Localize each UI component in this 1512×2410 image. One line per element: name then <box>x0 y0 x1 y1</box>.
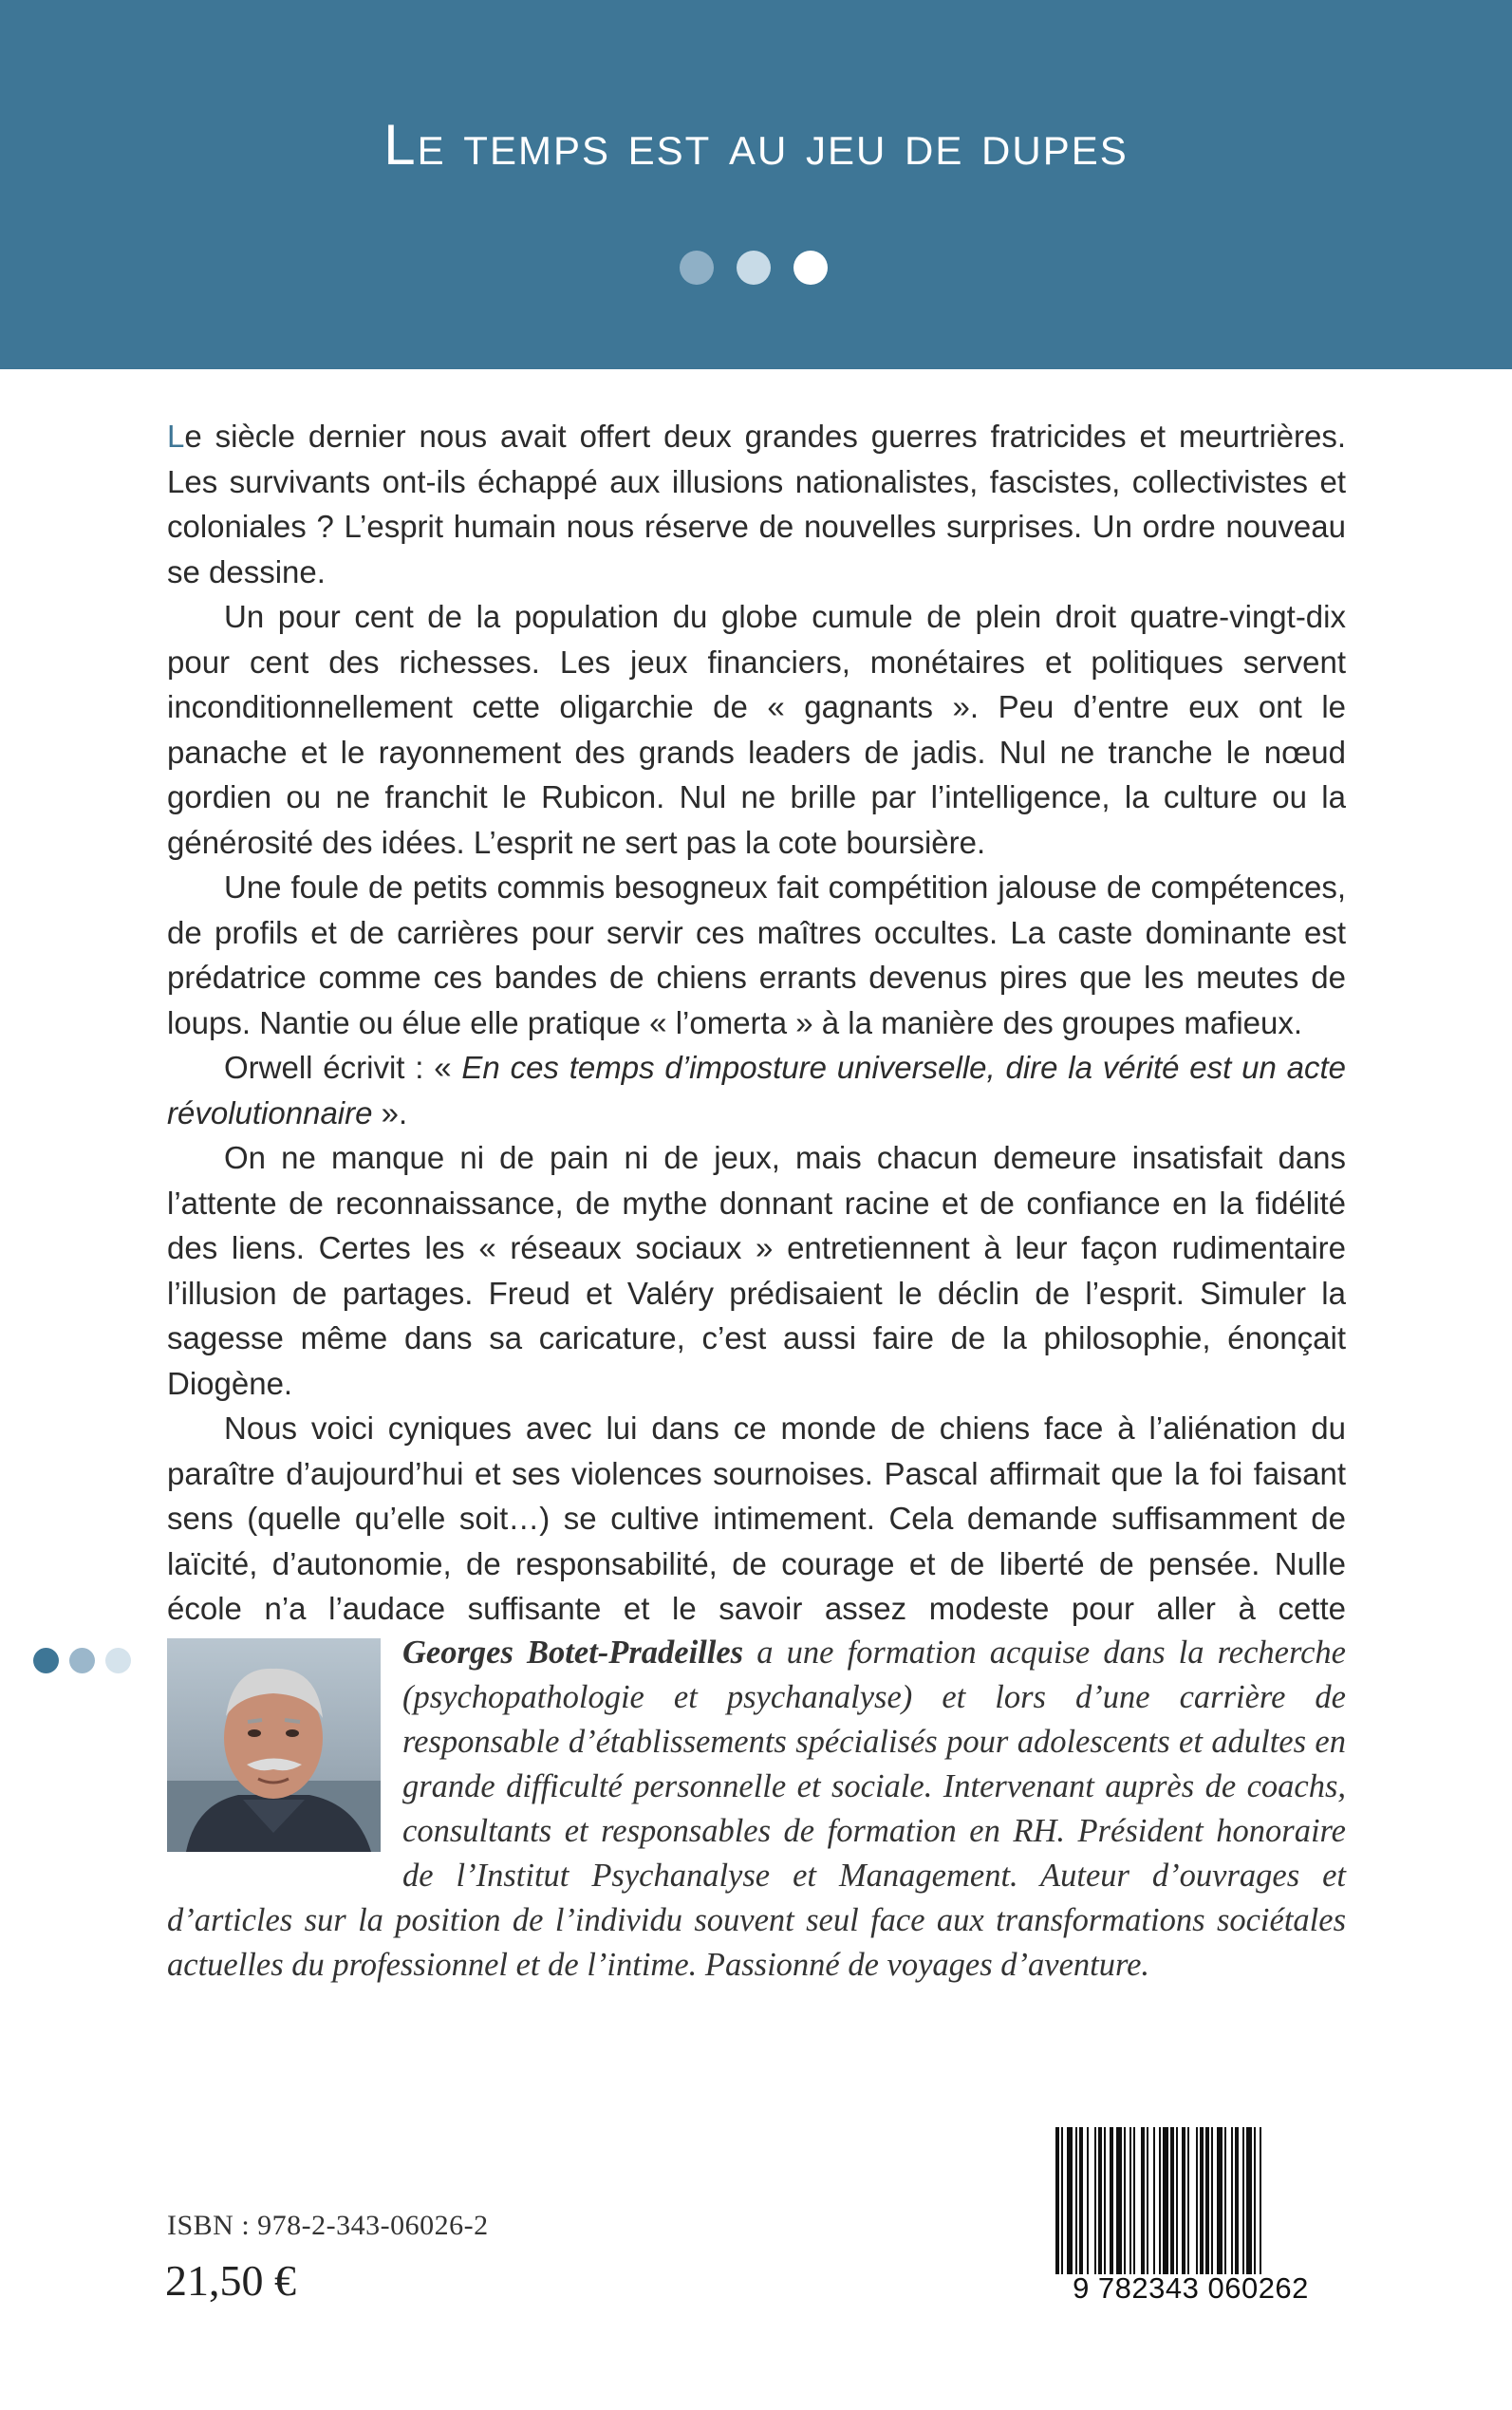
paragraph-4 <box>167 1045 1346 1135</box>
isbn: ISBN : 978-2-343-06026-2 <box>167 2210 489 2241</box>
barcode-bar <box>1079 2127 1083 2274</box>
small-dot-1 <box>33 1648 59 1673</box>
book-title: Le temps est au jeu de dupes <box>383 113 1129 177</box>
barcode-bar <box>1231 2127 1233 2274</box>
paragraph-1 <box>167 414 1346 594</box>
barcode-bar <box>1061 2127 1063 2274</box>
barcode-bars <box>1055 2127 1331 2274</box>
barcode-bar <box>1246 2127 1252 2274</box>
photo-spacer <box>167 1631 402 1855</box>
orwell-quote: En ces temps d’imposture universelle, dire la vérité est un acte révolutionnaire <box>167 1050 1346 1130</box>
paragraph-1-text: e siècle dernier nous avait offert deux grandes guerres fratricides et meurtrières. Les survivants ont-ils échappé aux illusions nationalistes, fascistes, collectivistes et coloniales ? L’esprit humain nous réserve de nouvelles surprises. Un ordre nouveau se dessine. <box>167 419 1346 589</box>
barcode-bar <box>1211 2127 1213 2274</box>
back-cover-text <box>167 414 1346 1676</box>
barcode-bar <box>1187 2127 1189 2274</box>
barcode-bar <box>1104 2127 1106 2274</box>
barcode-bar <box>1098 2127 1102 2274</box>
orwell-intro: Orwell écrivit : « <box>224 1050 462 1085</box>
drop-cap: L <box>167 419 185 454</box>
barcode-bar <box>1170 2127 1174 2274</box>
dot-2 <box>737 251 771 285</box>
paragraph-5: On ne manque ni de pain ni de jeux, mais chacun demeure insatisfait dans l’attente de reconnaissance, de mythe donnant racine et de confiance en la fidélité des liens. Certes les « réseaux sociaux » entretiennent à leur façon rudimentaire l’illusion de partages. Freud et Valéry prédisaient le déclin de l’esprit. Simuler la sagesse même dans sa caricature, c’est aussi faire de la philosophie, énonçait Diogène. <box>167 1140 1346 1401</box>
price: 21,50 € <box>165 2256 296 2305</box>
orwell-end: ». <box>372 1094 408 1130</box>
paragraph-3: Une foule de petits commis besogneux fait compétition jalouse de compétences, de profils et de carrières pour servir ces maîtres occultes. La caste dominante est prédatrice comme ces bandes de chiens errants devenus pires que les meutes de loups. Nantie ou élue elle pratique « l’omerta » à la manière des groupes mafieux. <box>167 869 1346 1040</box>
barcode-bar <box>1067 2127 1073 2274</box>
author-bio-text: a une formation acquise dans la recherche (psychopathologie et psychanalyse) et lors d’une carrière de responsable d’établissements spécialisés pour adolescents et adultes en grande difficulté personnelle et sociale. Intervenant auprès de coachs, consultants et responsables de formation en RH. Président honoraire de l’Institut Psychanalyse et Management. Auteur d’ouvrages et d’articles sur la position de l’individu souvent seul face aux transformations sociétales actuelles du professionnel et de l’intime. Passionné de voyages d’aventure. <box>167 1635 1346 1983</box>
barcode-bar <box>1176 2127 1178 2274</box>
barcode-bar <box>1163 2127 1168 2274</box>
author-section-dots <box>33 1648 131 1673</box>
author-bio <box>167 1631 1346 1988</box>
header-banner <box>0 0 1512 369</box>
dot-3 <box>793 251 828 285</box>
barcode-bar <box>1182 2127 1185 2274</box>
barcode-bar <box>1110 2127 1113 2274</box>
barcode-bar <box>1235 2127 1239 2274</box>
barcode-digits: 9 782343 060262 <box>1073 2271 1309 2305</box>
barcode-bar <box>1124 2127 1126 2274</box>
barcode-bar <box>1260 2127 1261 2274</box>
small-dot-2 <box>69 1648 95 1673</box>
small-dot-3 <box>105 1648 131 1673</box>
barcode-bar <box>1087 2127 1089 2274</box>
barcode-bar <box>1242 2127 1244 2274</box>
barcode-bar <box>1147 2127 1148 2274</box>
barcode-bar <box>1133 2127 1135 2274</box>
barcode-bar <box>1129 2127 1131 2274</box>
paragraph-2: Un pour cent de la population du globe cumule de plein droit quatre-vingt-dix pour cent des richesses. Les jeux financiers, monétaires et politiques servent inconditionnellement cette oligarchie de « gagnants ». Peu d’entre eux ont le panache et le rayonnement des grands leaders de jadis. Nul ne tranche le nœud gordien ou ne franchit le Rubicon. Nul ne brille par l’intelligence, la culture ou la générosité des idées. L’esprit ne sert pas la cote boursière. <box>167 599 1346 860</box>
paragraph-6: Nous voici cyniques avec lui dans ce monde de chiens face à l’aliénation du paraître d’aujourd’hui et ses violences sournoises. Pascal affirmait que la foi faisant sens (quelle qu’elle soit…) se cultive intimement. Cela demande suffisamment de laïcité, d’autonomie, de responsabilité, de courage et de liberté de pensée. Nulle école n’a l’audace suffisante et le savoir assez modeste pour aller à cette <box>167 1411 1346 1626</box>
dot-1 <box>680 251 714 285</box>
barcode-bar <box>1153 2127 1155 2274</box>
barcode-bar <box>1224 2127 1226 2274</box>
barcode-bar <box>1116 2127 1122 2274</box>
barcode-bar <box>1141 2127 1145 2274</box>
barcode-bar <box>1254 2127 1256 2274</box>
barcode-bar <box>1159 2127 1161 2274</box>
barcode-bar <box>1094 2127 1096 2274</box>
barcode-bar <box>1075 2127 1077 2274</box>
barcode <box>1045 2127 1336 2310</box>
barcode-bar <box>1055 2127 1059 2274</box>
barcode-bar <box>1205 2127 1209 2274</box>
barcode-bar <box>1217 2127 1223 2274</box>
author-name: Georges Botet-Pradeilles <box>402 1635 744 1671</box>
barcode-bar <box>1200 2127 1204 2274</box>
banner-dots <box>680 251 828 285</box>
barcode-bar <box>1196 2127 1198 2274</box>
